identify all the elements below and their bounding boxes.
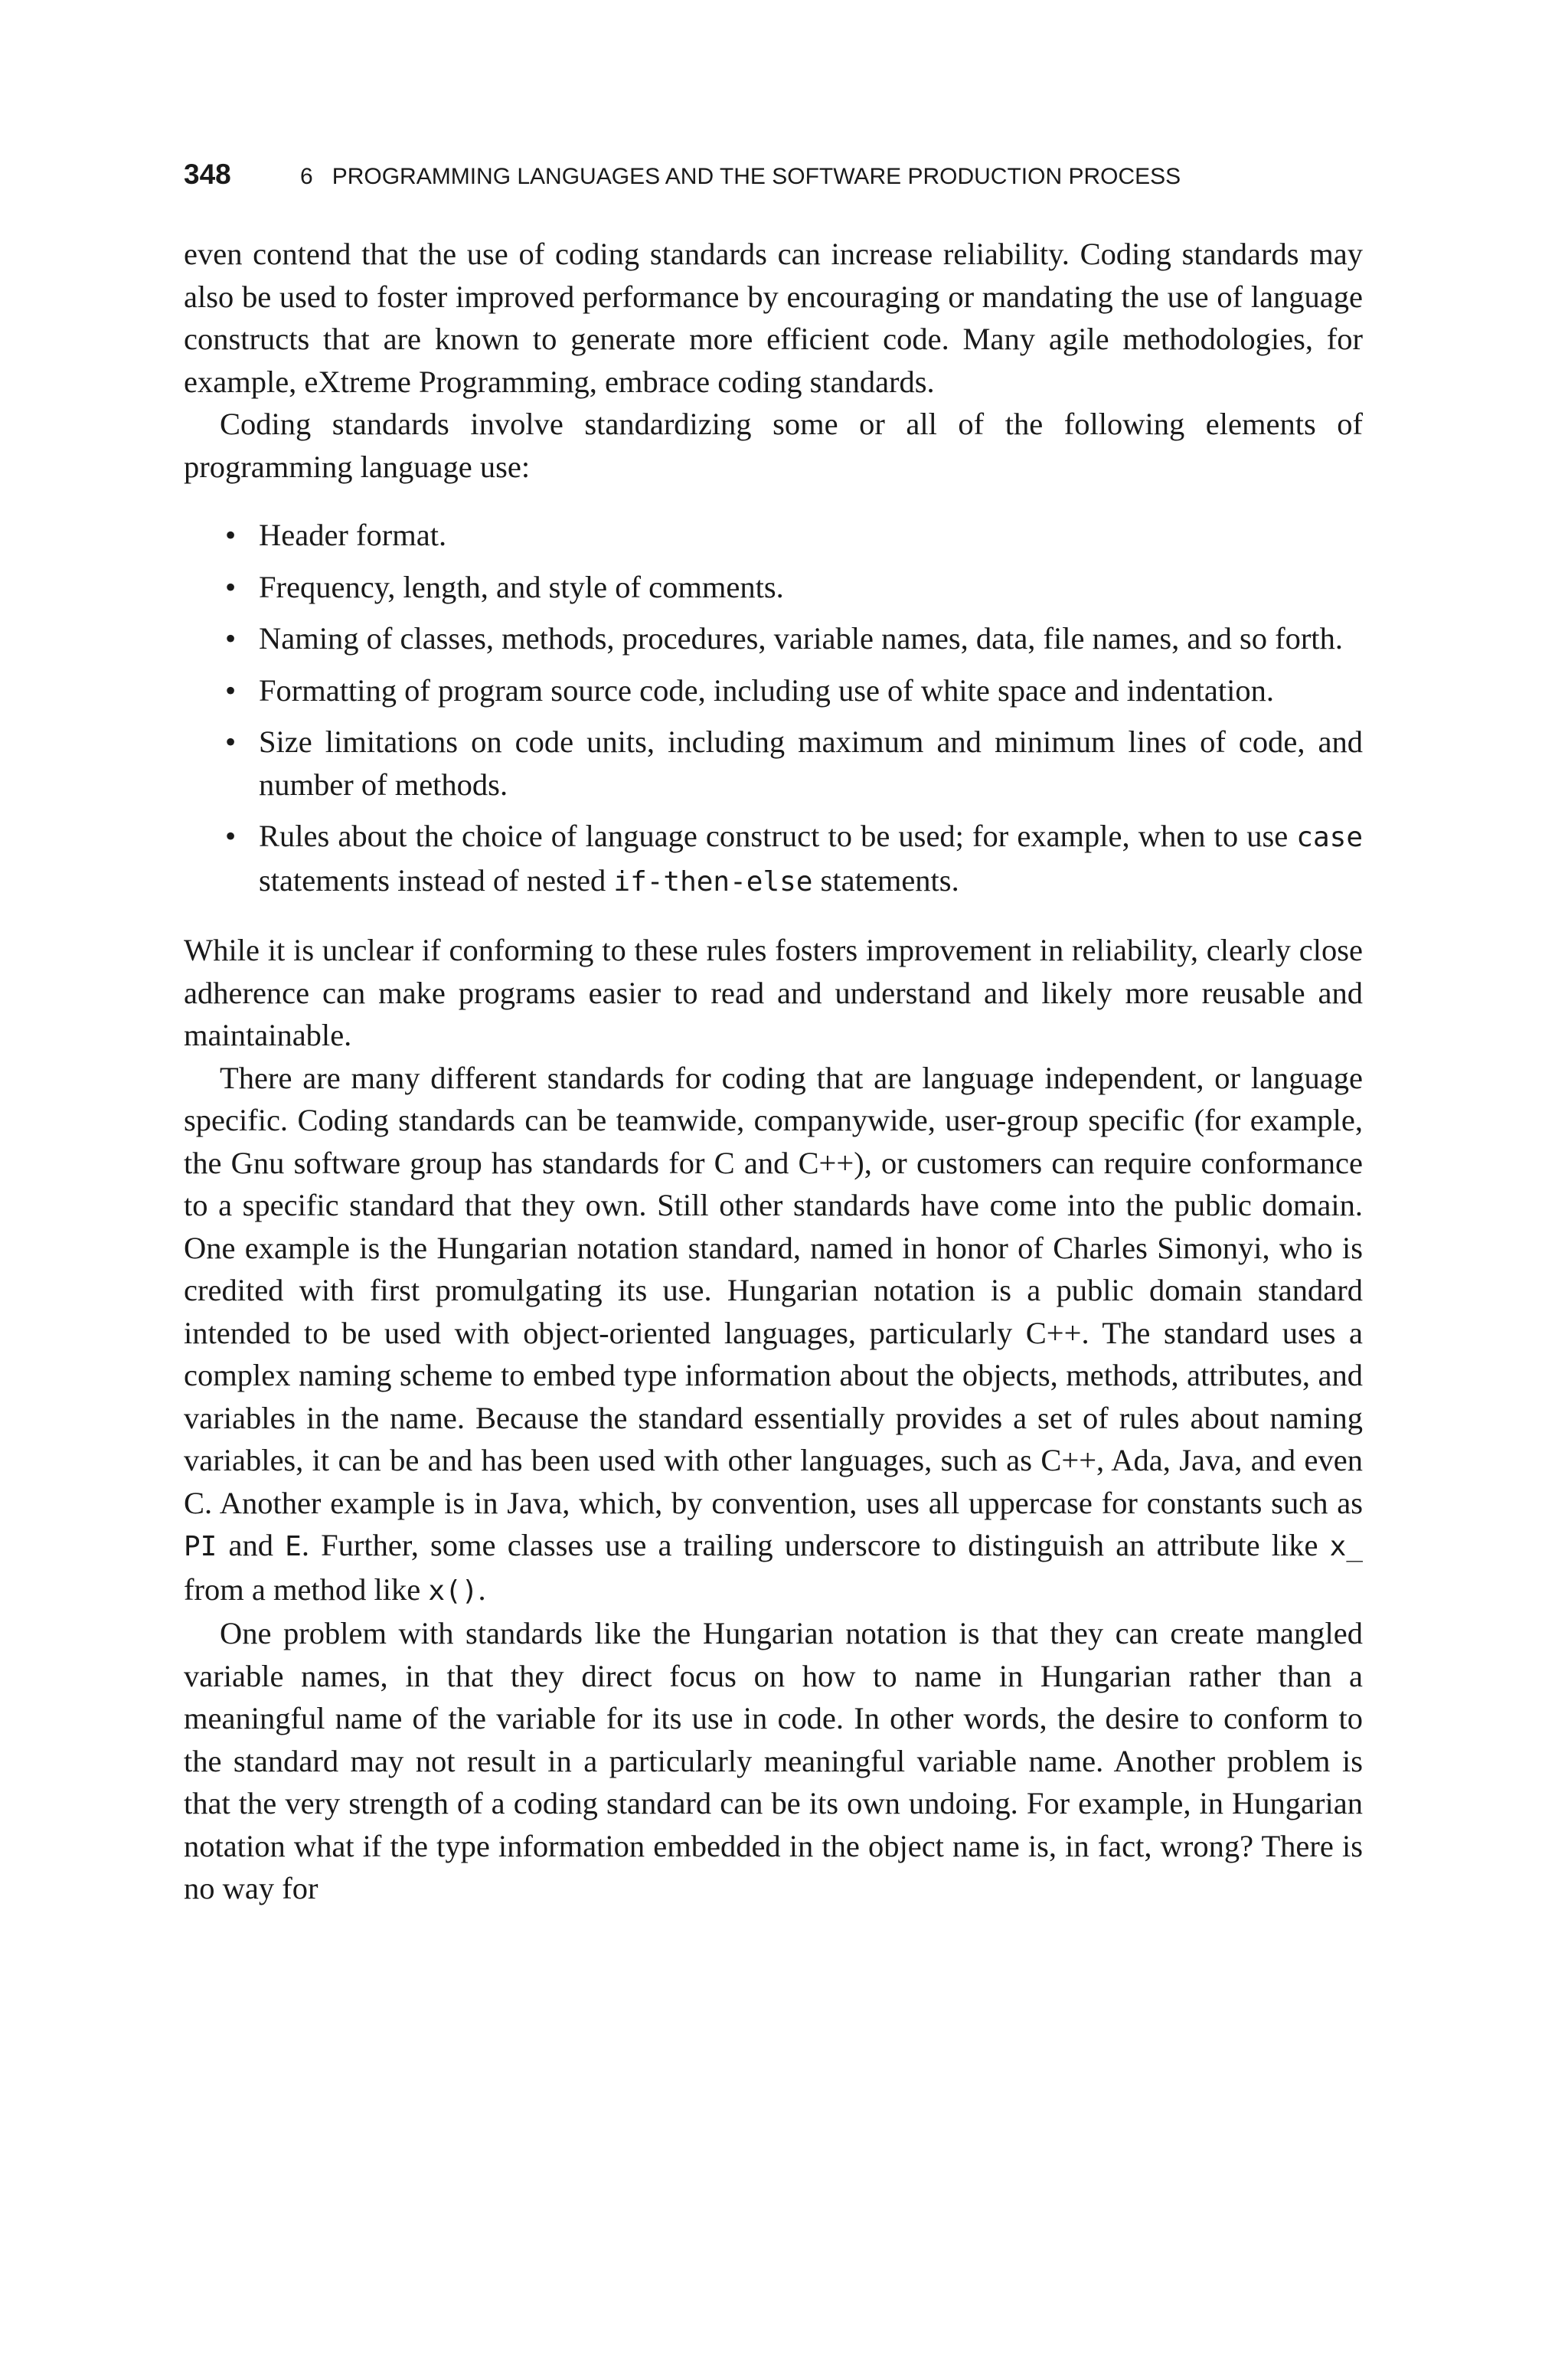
chapter-title: 6 PROGRAMMING LANGUAGES AND THE SOFTWARE PRODUCTION PROCESS — [300, 164, 1181, 189]
paragraph-4-text: There are many different standards for coding that are language independent, or language specific. Coding standards can be teamwide, companywide, user-group specific (for example, the Gnu software group has standards for C and C++), or customers can require conformance to a specific standard that they own. Still other standards have come into the public domain. One example is the Hungarian notation standard, named in honor of Charles Simonyi, who is credited with first promulgating its use. Hungarian notation is a public domain standard intended to be used with object-oriented languages, particularly C++. The standard uses a complex naming scheme to embed type information about the objects, methods, attributes, and variables in the name. Because the standard essentially provides a set of rules about naming variables, it can be and has been used with other languages, such as C++, Ada, Java, and even C. Another example is in Java, which, by convention, uses all uppercase for constants such as — [184, 1060, 1363, 1520]
list-item-text: statements instead of nested — [259, 862, 614, 898]
bullet: • — [225, 672, 237, 708]
list-item — [225, 566, 1363, 609]
code-pi: PI — [184, 1531, 217, 1562]
code-e: E — [285, 1531, 302, 1562]
list-item-text: Header format. — [259, 518, 447, 552]
paragraph-5: One problem with standards like the Hungarian notation is that they can create mangled variable names, in that they direct focus on how to name in Hungarian rather than a meaningful name of the variable for its use in code. In other words, the desire to conform to the standard may not result in a particularly meaningful variable name. Another problem is that the very strength of a coding standard can be its own undoing. For example, in Hungarian notation what if the type information embedded in the object name is, in fact, wrong? There is no way for — [184, 1616, 1363, 1905]
list-item-text: Frequency, length, and style of comments. — [259, 569, 784, 604]
paragraph-4 — [184, 1057, 1363, 1613]
standards-list — [184, 514, 1363, 903]
paragraph-4-text: from a method like — [184, 1572, 429, 1607]
bullet: • — [225, 621, 237, 656]
paragraph-4-text: . — [478, 1572, 486, 1607]
body-text — [184, 233, 1363, 1910]
paragraph-1: even contend that the use of coding standards can increase reliability. Coding standards may also be used to foster improved performance by encouraging or mandating the use of language constructs that are known to generate more efficient code. Many agile methodologies, for example, eXtreme Programming, embrace coding standards. — [184, 237, 1363, 399]
list-item — [225, 815, 1363, 903]
code-case: case — [1296, 822, 1363, 853]
list-item — [225, 669, 1363, 712]
code-if-then-else: if-then-else — [613, 865, 813, 898]
running-head — [184, 155, 1401, 194]
bullet: • — [225, 819, 237, 853]
list-item-text: Formatting of program source code, including use of white space and indentation. — [259, 672, 1275, 708]
paragraph-4-text: . Further, some classes use a trailing underscore to distinguish an attribute like — [301, 1528, 1330, 1562]
paragraph-3: While it is unclear if conforming to these rules fosters improvement in reliability, clearly close adherence can make programs easier to read and understand and likely more reusable and maintainable. — [184, 933, 1363, 1052]
bullet: • — [225, 569, 237, 604]
code-x-underscore: x_ — [1329, 1531, 1363, 1562]
bullet: • — [225, 518, 237, 552]
paragraph-2: Coding standards involve standardizing some or all of the following elements of programming language use: — [184, 407, 1363, 484]
list-item-text: Rules about the choice of language construct to be used; for example, when to use — [259, 819, 1297, 853]
list-item-text: Naming of classes, methods, procedures, variable names, data, file names, and so forth. — [259, 621, 1343, 656]
paragraph-4-text: and — [217, 1528, 286, 1562]
list-item — [225, 617, 1363, 660]
list-item — [225, 514, 1363, 557]
list-item-text: statements. — [812, 862, 959, 898]
code-x-method: x() — [428, 1575, 479, 1607]
page-number: 348 — [184, 159, 231, 190]
list-item-text: Size limitations on code units, including maximum and minimum lines of code, and number of methods. — [259, 724, 1363, 802]
list-item — [225, 721, 1363, 806]
bullet: • — [225, 724, 237, 759]
